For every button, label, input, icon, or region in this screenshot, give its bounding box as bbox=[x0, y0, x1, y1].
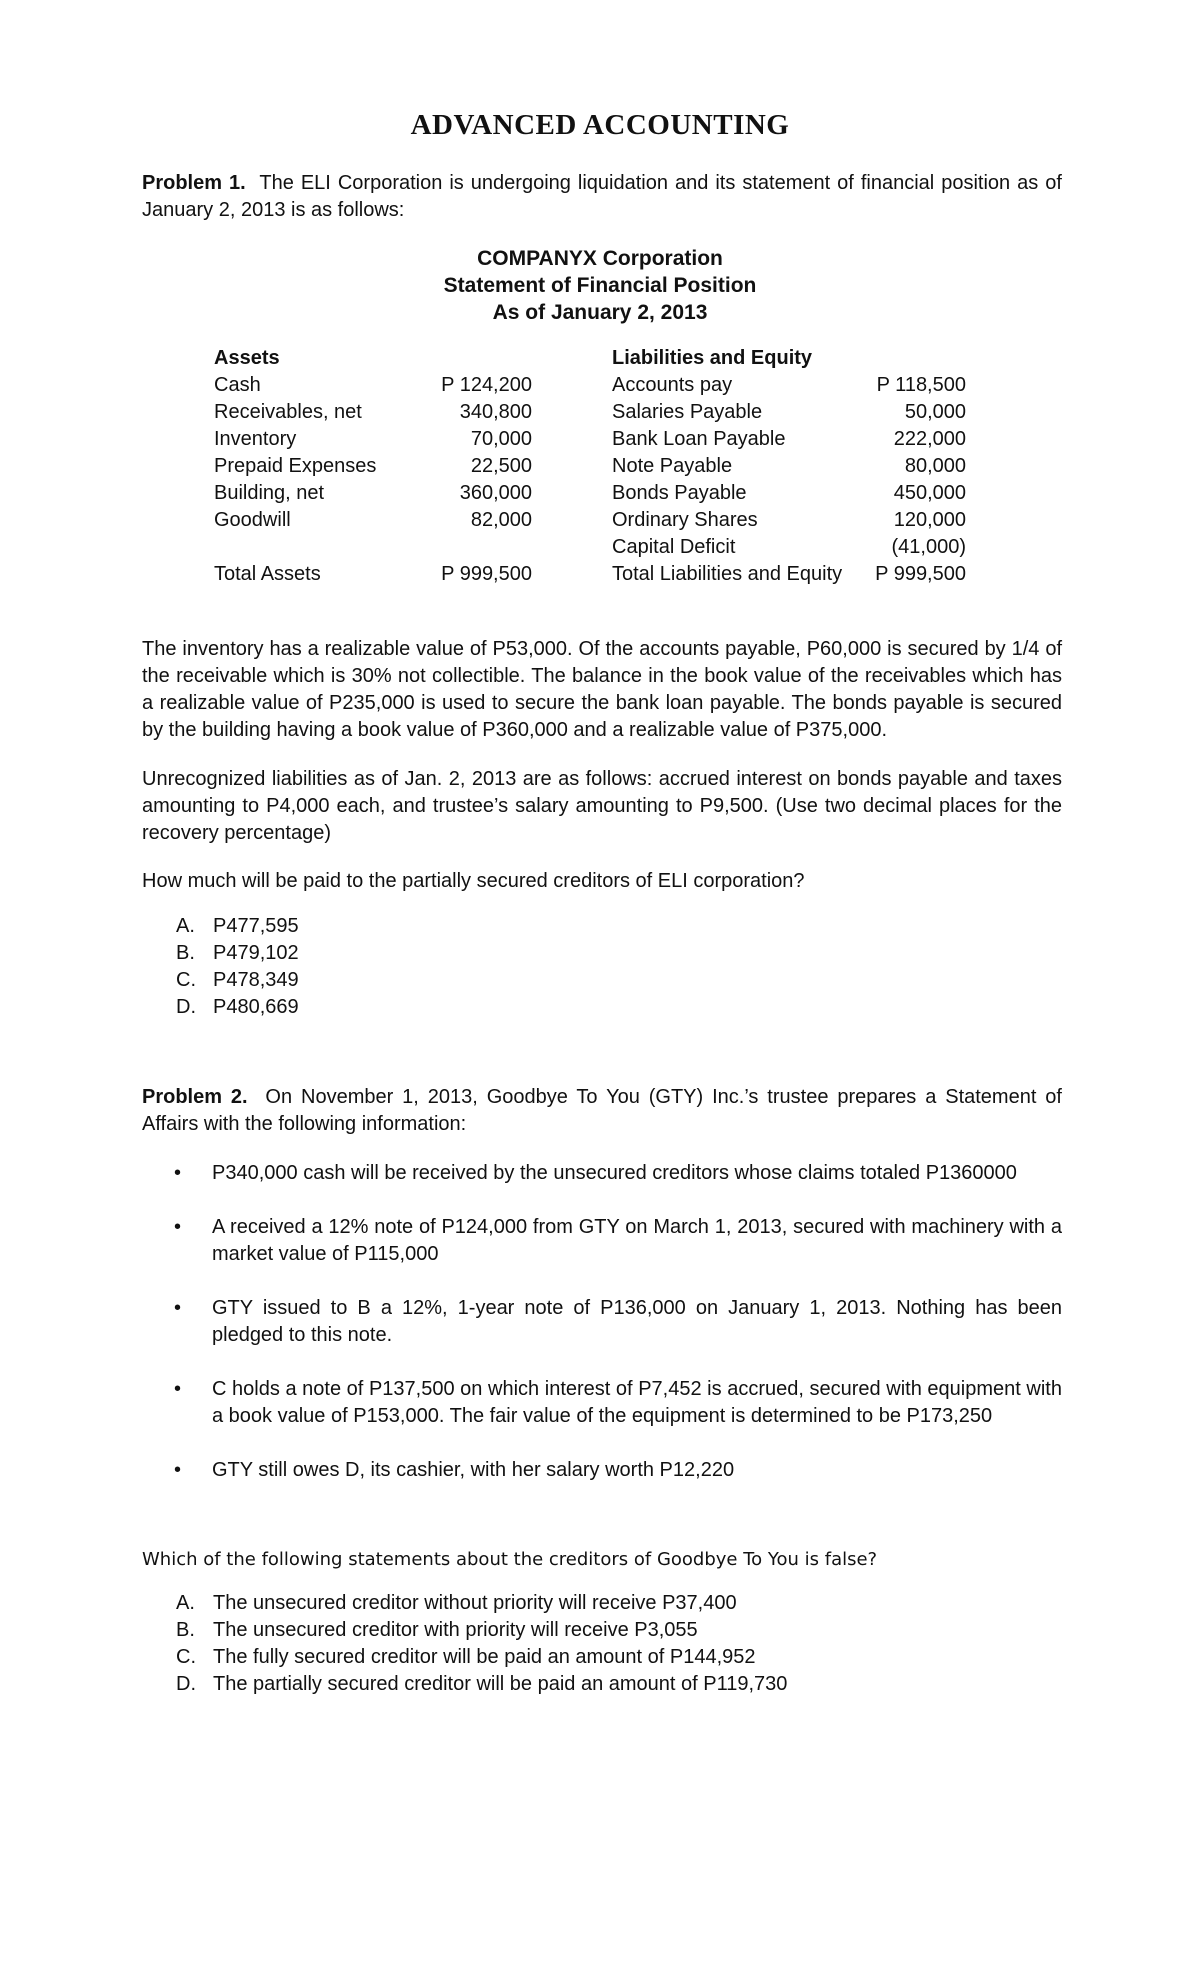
bullet-icon: • bbox=[174, 1162, 182, 1184]
problem2-bullets bbox=[174, 1160, 1062, 1484]
total-liabilities-amount: P 999,500 bbox=[875, 563, 966, 585]
bullet-item: • GTY still owes D, its cashier, with her salary worth P12,220 bbox=[174, 1457, 1062, 1484]
liability-amount: 120,000 bbox=[893, 509, 966, 531]
liabilities-amounts bbox=[850, 345, 966, 588]
liability-amount: (41,000) bbox=[891, 536, 966, 558]
asset-label: Goodwill bbox=[214, 509, 291, 531]
bullet-item: • P340,000 cash will be received by the unsecured creditors whose claims totaled P1360000 bbox=[174, 1160, 1062, 1187]
bullet-item: • GTY issued to B a 12%, 1-year note of P136,000 on January 1, 2013. Nothing has been pledged to this note. bbox=[174, 1297, 1062, 1346]
asset-label: Cash bbox=[214, 374, 261, 396]
asset-label: Inventory bbox=[214, 428, 297, 450]
problem1-label: Problem 1. bbox=[142, 172, 246, 194]
problem2-intro bbox=[142, 1084, 1062, 1138]
statement-date: As of January 2, 2013 bbox=[492, 301, 708, 324]
liability-label: Bonds Payable bbox=[612, 482, 747, 504]
problem2-label: Problem 2. bbox=[142, 1086, 248, 1108]
total-assets-label: Total Assets bbox=[214, 563, 321, 585]
liability-label: Bank Loan Payable bbox=[612, 428, 786, 450]
bullet-icon: • bbox=[174, 1459, 182, 1481]
liability-amount: P 118,500 bbox=[876, 374, 966, 396]
problem2-question: Which of the following statements about the creditors of Goodbye To You is false? bbox=[142, 1549, 878, 1570]
asset-label: Prepaid Expenses bbox=[214, 455, 377, 477]
assets-labels bbox=[214, 345, 376, 588]
liability-amount: 80,000 bbox=[904, 455, 966, 477]
bullet-icon: • bbox=[174, 1378, 182, 1400]
bullet-item: • A received a 12% note of P124,000 from GTY on March 1, 2013, secured with machinery with a market value of P115,000 bbox=[174, 1216, 1062, 1265]
problem1-paragraph: The inventory has a realizable value of P53,000. Of the accounts payable, P60,000 is secured by 1/4 of the receivable which is 30% not collectible. The balance in the book value of the receivables which has a realizable value of P235,000 is used to secure the bank loan payable. The bonds payable is secured by the building having a book value of P360,000 and a realizable value of P375,000. bbox=[142, 638, 1062, 741]
asset-amount: 82,000 bbox=[470, 509, 532, 531]
statement-company: COMPANYX Corporation bbox=[477, 247, 723, 270]
bullet-icon: • bbox=[174, 1216, 182, 1238]
liability-label: Note Payable bbox=[612, 455, 733, 477]
asset-amount: 340,800 bbox=[459, 401, 532, 423]
liability-amount: 222,000 bbox=[893, 428, 966, 450]
assets-amounts bbox=[420, 345, 532, 588]
problem1-intro-text: The ELI Corporation is undergoing liquidation and its statement of financial position as of January 2, 2013 is as follows: bbox=[142, 172, 1062, 221]
asset-amount: 22,500 bbox=[470, 455, 532, 477]
asset-amount: P 124,200 bbox=[441, 374, 532, 396]
liabilities-labels bbox=[612, 345, 842, 588]
liability-amount: 50,000 bbox=[904, 401, 966, 423]
bullet-icon: • bbox=[174, 1297, 182, 1319]
asset-amount: 360,000 bbox=[459, 482, 532, 504]
total-liabilities-label: Total Liabilities and Equity bbox=[612, 563, 843, 585]
assets-heading: Assets bbox=[214, 347, 280, 369]
document-page: ADVANCED ACCOUNTING Problem 1. The ELI Corporation is undergoing liquidation and its statement of financial position as of January 2, 2013 is as follows: COMPANYX Corporation Statement of Financial Position As of January 2, 2013 Assets Cash Receivables, net Inventory Prepaid Expenses Building, net Goodwill Total Assets P 124,200 340,800 70,000 22,500 360,000 82,000 P 999,500 Liabilities and Equity Accounts pay Salaries Payable Bank Loan Payable Note Payable Bonds Payable Ordinary Shares Capital Deficit Total Liabilities and Equity P 118,500 50,000 222,000 80,000 450,000 120,000 (41,000) P 999,500 The inventory has a realizable value of P53,000. Of the accounts payable, P60,000 is secured by 1/4 of the receivable which is 30% not collectible. The balance in the book value of the receivables which has a realizable value of P235,000 is used to secure the bank loan payable. The bonds payable is secured by the building having a book value of P360,000 and a realizable value of P375,000. Unrecognized liabilities as of Jan. 2, 2013 are as follows: accrued interest on bonds payable and taxes amounting to P4,000 each, and trustee’s salary amounting to P9,500. (Use two decimal places for the recovery percentage) How much will be paid to the partially secured creditors of ELI corporation? A. P477,595 B. P479,102 C. P478,349 D. P480,669 Problem 2. On November 1, 2013, Goodbye To You (GTY) Inc.’s trustee prepares a Statement of Affairs with the following information: • P340,000 cash will be received by the unsecured creditors whose claims totaled P1360000 • A received a 12% note of P124,000 from GTY on March 1, 2013, secured with machinery with a market value of P115,000 • GTY issued to B a 12%, 1-year note of P136,000 on January 1, 2013. Nothing has been pledged to this note. • C holds a note of P137,500 on which interest of P7,452 is accrued, secured with equipment with a book value of P153,000. The fair value of the equipment is determined to be P173,250 • GTY still owes D, its cashier, with her salary worth P12,220 Which of the following statements about the creditors of Goodbye To You is false? A. The unsecured creditor without priority will receive P37,400 B. The unsecured creditor with priority will receive P3,055 C. The fully secured creditor will be paid an amount of P144,952 D. The partially secured creditor will be paid an amount of P119,730 bbox=[0, 0, 1200, 1976]
liability-label: Ordinary Shares bbox=[612, 509, 758, 531]
liability-amount: 450,000 bbox=[893, 482, 966, 504]
asset-label: Receivables, net bbox=[214, 401, 362, 423]
asset-label: Building, net bbox=[214, 482, 325, 504]
problem2-intro-text: On November 1, 2013, Goodbye To You (GTY) Inc.’s trustee prepares a Statement of Affairs with the following information: bbox=[142, 1086, 1062, 1135]
document-title: ADVANCED ACCOUNTING bbox=[410, 109, 790, 141]
problem1-question: How much will be paid to the partially secured creditors of ELI corporation? bbox=[142, 870, 805, 892]
liability-label: Accounts pay bbox=[612, 374, 733, 396]
total-assets-amount: P 999,500 bbox=[441, 563, 532, 585]
problem1-paragraph: Unrecognized liabilities as of Jan. 2, 2013 are as follows: accrued interest on bonds payable and taxes amounting to P4,000 each, and trustee’s salary amounting to P9,500. (Use two decimal places for the recovery percentage) bbox=[142, 768, 1062, 844]
bullet-item: • C holds a note of P137,500 on which interest of P7,452 is accrued, secured with equipment with a book value of P153,000. The fair value of the equipment is determined to be P173,250 bbox=[174, 1378, 1062, 1427]
liability-label: Capital Deficit bbox=[612, 536, 736, 558]
liabilities-heading: Liabilities and Equity bbox=[612, 347, 813, 369]
liability-label: Salaries Payable bbox=[612, 401, 763, 423]
problem1-intro bbox=[142, 170, 1062, 224]
asset-amount: 70,000 bbox=[470, 428, 532, 450]
statement-name: Statement of Financial Position bbox=[443, 274, 757, 297]
